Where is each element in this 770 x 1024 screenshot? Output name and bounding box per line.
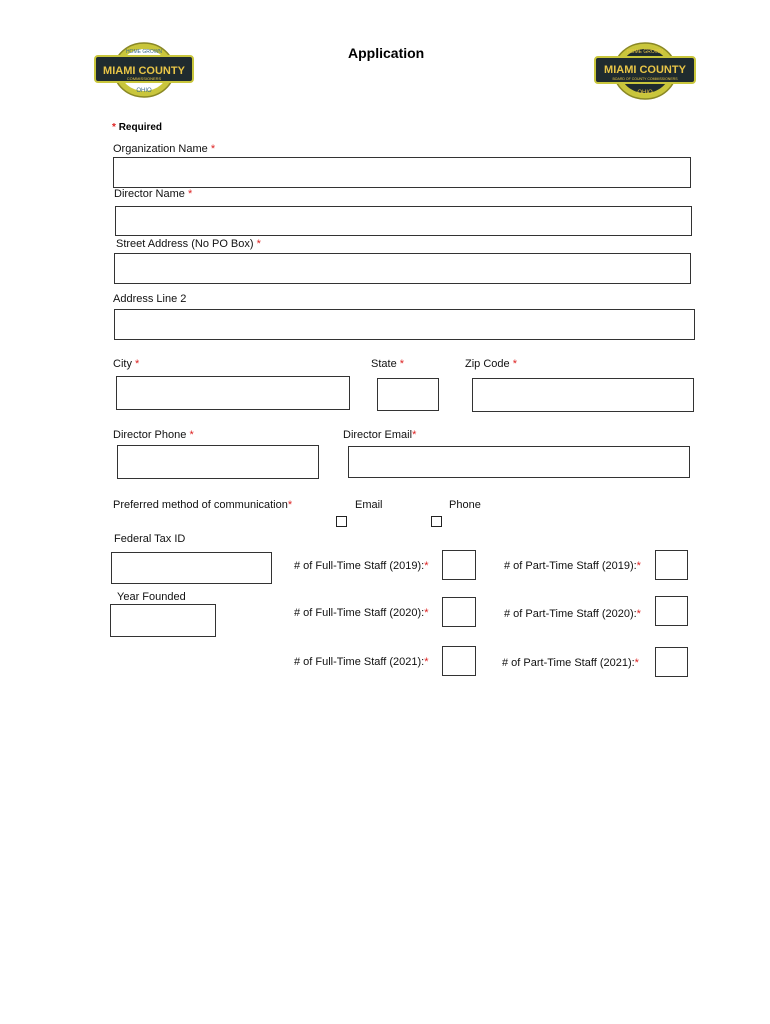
director-email-field[interactable] [348, 446, 690, 478]
miami-county-logo-right [592, 42, 698, 100]
pt-staff-2021-field[interactable] [655, 647, 688, 677]
preferred-method-label: Preferred method of communication* [113, 499, 293, 511]
address-line2-field[interactable] [114, 309, 695, 340]
zip-code-field[interactable] [472, 378, 694, 412]
state-label: State * [371, 358, 405, 370]
ft-staff-2019-field[interactable] [442, 550, 476, 580]
pref-phone-checkbox[interactable] [431, 516, 442, 527]
director-email-label: Director Email* [343, 429, 417, 441]
state-field[interactable] [377, 378, 439, 411]
pt-staff-2020-field[interactable] [655, 596, 688, 626]
svg-text:OHIO: OHIO [637, 90, 653, 96]
city-label: City * [113, 358, 140, 370]
pt-staff-2020-label: # of Part-Time Staff (2020):* [504, 608, 641, 620]
year-founded-field[interactable] [110, 604, 216, 637]
zip-code-label: Zip Code * [465, 358, 517, 370]
required-text: Required [118, 122, 163, 133]
miami-county-logo-left [92, 42, 196, 98]
svg-text:HOME GROWN: HOME GROWN [125, 49, 163, 55]
pt-staff-2019-field[interactable] [655, 550, 688, 580]
director-name-field[interactable] [115, 206, 692, 236]
required-star: * [112, 122, 116, 133]
ft-staff-2019-label: # of Full-Time Staff (2019):* [294, 560, 429, 572]
street-address-label: Street Address (No PO Box) * [116, 238, 261, 250]
svg-text:COMMISSIONERS: COMMISSIONERS [126, 76, 162, 81]
required-note [112, 122, 162, 133]
year-founded-label: Year Founded [117, 591, 186, 603]
ft-staff-2021-label: # of Full-Time Staff (2021):* [294, 656, 429, 668]
director-phone-label: Director Phone * [113, 429, 194, 441]
org-name-label: Organization Name * [113, 143, 216, 155]
svg-text:HOME GROWN: HOME GROWN [626, 49, 664, 55]
city-field[interactable] [116, 376, 350, 410]
director-phone-field[interactable] [117, 445, 319, 479]
svg-text:MIAMI COUNTY: MIAMI COUNTY [604, 64, 686, 76]
pref-phone-label: Phone [449, 499, 481, 511]
ft-staff-2020-label: # of Full-Time Staff (2020):* [294, 607, 429, 619]
federal-tax-id-field[interactable] [111, 552, 272, 584]
ft-staff-2020-field[interactable] [442, 597, 476, 627]
pt-staff-2021-label: # of Part-Time Staff (2021):* [502, 657, 639, 669]
pref-email-checkbox[interactable] [336, 516, 347, 527]
ft-staff-2021-field[interactable] [442, 646, 476, 676]
address-line2-label: Address Line 2 [113, 293, 187, 305]
svg-text:BOARD OF COUNTY COMMISSIONERS: BOARD OF COUNTY COMMISSIONERS [612, 77, 678, 81]
street-address-field[interactable] [114, 253, 691, 284]
pref-email-label: Email [355, 499, 383, 511]
page-title: Application [348, 45, 425, 61]
org-name-field[interactable] [113, 157, 691, 188]
svg-text:MIAMI COUNTY: MIAMI COUNTY [103, 65, 185, 77]
federal-tax-id-label: Federal Tax ID [114, 533, 186, 545]
director-name-label: Director Name * [114, 188, 193, 200]
svg-text:OHIO: OHIO [136, 88, 152, 94]
pt-staff-2019-label: # of Part-Time Staff (2019):* [504, 560, 641, 572]
